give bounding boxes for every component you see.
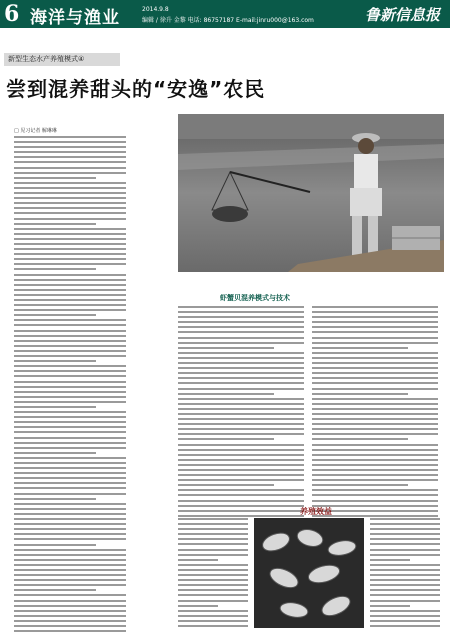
text-line [312, 433, 438, 435]
text-line [14, 151, 126, 153]
text-line [14, 223, 96, 225]
text-line [14, 177, 96, 179]
text-line [14, 528, 126, 530]
text-line [14, 335, 126, 337]
text-line [14, 212, 126, 214]
text-line [14, 513, 126, 515]
text-line [14, 345, 126, 347]
text-line [14, 365, 126, 367]
text-line [178, 372, 304, 374]
text-line [14, 584, 126, 586]
text-line [370, 564, 440, 566]
text-line [178, 362, 304, 364]
text-line [178, 528, 248, 530]
text-line [14, 625, 126, 627]
text-line [14, 431, 126, 433]
text-line [14, 549, 126, 551]
headline: 尝到混养甜头的“安逸”农民 [6, 77, 266, 101]
text-line [14, 309, 126, 311]
text-line [14, 508, 126, 510]
text-line [178, 357, 304, 359]
text-line [14, 391, 126, 393]
text-line [14, 167, 126, 169]
text-line [178, 479, 304, 481]
text-line [178, 569, 248, 571]
text-line [178, 321, 304, 323]
text-line [312, 388, 438, 390]
text-line [312, 393, 408, 395]
text-line [312, 454, 438, 456]
text-line [178, 449, 304, 451]
text-line [14, 452, 96, 454]
text-line [14, 381, 126, 383]
text-line [178, 610, 248, 612]
text-line [178, 413, 304, 415]
text-line [14, 487, 126, 489]
text-line [14, 294, 126, 296]
text-line [178, 347, 274, 349]
text-line [312, 398, 438, 400]
section-title: 海洋与渔业 [30, 8, 120, 28]
newspaper-logo: 鲁新信息报 [364, 6, 440, 24]
text-line [178, 316, 304, 318]
page-number: 6 [4, 1, 20, 27]
text-line [178, 510, 304, 512]
text-line [14, 605, 126, 607]
right-text-column [312, 306, 438, 520]
text-line [178, 505, 304, 507]
text-line [14, 202, 126, 204]
text-line [14, 350, 126, 352]
text-line [312, 357, 438, 359]
text-line [370, 615, 440, 617]
issue-date: 2014.9.8 [142, 6, 169, 13]
text-line [370, 574, 440, 576]
text-line [14, 472, 126, 474]
text-line [14, 411, 126, 413]
text-line [370, 600, 440, 602]
text-line [14, 559, 126, 561]
text-line [312, 459, 438, 461]
text-line [312, 331, 438, 333]
text-line [178, 474, 304, 476]
text-line [178, 605, 218, 607]
text-line [178, 352, 304, 354]
text-line [14, 620, 126, 622]
text-line [14, 355, 126, 357]
text-line [14, 442, 126, 444]
text-line [370, 533, 440, 535]
text-line [14, 263, 126, 265]
masthead [0, 0, 450, 28]
text-line [370, 549, 440, 551]
text-line [312, 367, 438, 369]
text-line [14, 406, 96, 408]
text-line [14, 615, 126, 617]
fisherman-photo [178, 114, 444, 272]
text-line [312, 337, 438, 339]
text-line [178, 523, 248, 525]
text-line [312, 372, 438, 374]
text-line [312, 382, 438, 384]
text-line [312, 449, 438, 451]
text-line [14, 324, 126, 326]
text-line [178, 459, 304, 461]
article-column-1 [14, 136, 126, 635]
text-line [178, 533, 248, 535]
text-line [14, 610, 126, 612]
text-line [178, 428, 304, 430]
text-line [14, 218, 126, 220]
text-line [312, 342, 438, 344]
text-line [14, 304, 126, 306]
text-line [178, 388, 304, 390]
text-line [178, 494, 304, 496]
article-column-2 [178, 518, 248, 630]
text-line [14, 253, 126, 255]
text-line [14, 238, 126, 240]
text-line [14, 156, 126, 158]
text-line [14, 136, 126, 138]
text-line [14, 340, 126, 342]
text-line [178, 594, 248, 596]
byline: □ 见习记者 解琳琳 [14, 128, 57, 134]
text-line [312, 474, 438, 476]
text-line [14, 457, 126, 459]
text-line [14, 569, 126, 571]
text-line [14, 630, 126, 632]
text-line [14, 600, 126, 602]
text-line [178, 469, 304, 471]
text-line [312, 494, 438, 496]
text-line [178, 600, 248, 602]
text-line [14, 182, 126, 184]
text-line [312, 306, 438, 308]
text-line [14, 192, 126, 194]
text-line [370, 579, 440, 581]
text-line [178, 433, 304, 435]
text-line [14, 299, 126, 301]
text-line [312, 489, 438, 491]
text-line [178, 589, 248, 591]
text-line [14, 416, 126, 418]
text-line [178, 311, 304, 313]
text-line [312, 444, 438, 446]
article-subheading: 虾蟹贝混养模式与技术 [220, 294, 290, 302]
text-line [178, 615, 248, 617]
text-line [178, 403, 304, 405]
text-line [14, 462, 126, 464]
text-line [312, 469, 438, 471]
text-line [178, 377, 304, 379]
text-line [14, 447, 126, 449]
text-line [14, 172, 126, 174]
text-line [178, 306, 304, 308]
text-line [370, 625, 440, 627]
text-line [178, 438, 274, 440]
text-line [312, 347, 408, 349]
text-line [178, 326, 304, 328]
section-caption: 养殖效益 [300, 507, 332, 516]
text-line [14, 146, 126, 148]
text-line [14, 467, 126, 469]
text-line [14, 477, 126, 479]
text-line [14, 554, 126, 556]
text-line [14, 523, 126, 525]
text-line [14, 564, 126, 566]
text-line [312, 413, 438, 415]
text-line [14, 386, 126, 388]
text-line [312, 316, 438, 318]
text-line [14, 284, 126, 286]
shellfish-photo [254, 518, 364, 628]
text-line [178, 454, 304, 456]
text-line [178, 337, 304, 339]
text-line [14, 533, 126, 535]
text-line [370, 605, 410, 607]
text-line [14, 248, 126, 250]
text-line [14, 330, 126, 332]
text-line [370, 538, 440, 540]
column-label: 新型生态水产养殖模式④ [4, 53, 120, 66]
text-line [370, 543, 440, 545]
text-line [178, 398, 304, 400]
efficiency-text [370, 518, 440, 630]
text-line [14, 233, 126, 235]
text-line [370, 610, 440, 612]
text-line [178, 559, 218, 561]
text-line [14, 279, 126, 281]
text-line [14, 493, 126, 495]
text-line [178, 464, 304, 466]
text-line [178, 489, 304, 491]
text-line [312, 362, 438, 364]
text-line [312, 311, 438, 313]
text-line [14, 258, 126, 260]
text-line [14, 437, 126, 439]
text-line [178, 620, 248, 622]
text-line [178, 367, 304, 369]
text-line [370, 569, 440, 571]
text-line [14, 289, 126, 291]
text-line [178, 393, 274, 395]
text-line [178, 574, 248, 576]
text-line [312, 321, 438, 323]
text-line [14, 426, 126, 428]
text-line [14, 482, 126, 484]
text-line [14, 243, 126, 245]
text-line [14, 228, 126, 230]
text-line [178, 549, 248, 551]
text-line [312, 438, 408, 440]
text-line [178, 625, 248, 627]
text-line [178, 515, 304, 517]
text-line [370, 620, 440, 622]
text-line [14, 396, 126, 398]
text-line [312, 464, 438, 466]
text-line [14, 141, 126, 143]
text-line [178, 518, 248, 520]
text-line [14, 319, 126, 321]
text-line [178, 554, 248, 556]
text-line [370, 559, 410, 561]
text-line [312, 479, 438, 481]
text-line [178, 331, 304, 333]
text-line [14, 268, 96, 270]
text-line [312, 428, 438, 430]
text-line [312, 352, 438, 354]
text-line [312, 377, 438, 379]
text-line [14, 375, 126, 377]
text-line [14, 314, 96, 316]
text-line [14, 498, 96, 500]
text-line [14, 538, 126, 540]
editor-line: 编辑 / 徐升 金黎 电话: 86757187 E-mail:jinru000@163.com [142, 17, 314, 24]
text-line [14, 579, 126, 581]
text-line [312, 408, 438, 410]
text-line [14, 594, 126, 596]
text-line [14, 518, 126, 520]
text-line [370, 518, 440, 520]
text-line [14, 360, 96, 362]
text-line [14, 161, 126, 163]
text-line [14, 574, 126, 576]
text-line [14, 187, 126, 189]
text-line [312, 484, 408, 486]
text-line [312, 500, 438, 502]
text-line [14, 589, 96, 591]
text-line [14, 207, 126, 209]
text-line [178, 342, 304, 344]
text-line [178, 584, 248, 586]
text-line [178, 500, 304, 502]
text-line [178, 543, 248, 545]
text-line [14, 544, 96, 546]
text-line [178, 564, 248, 566]
text-line [14, 370, 126, 372]
text-line [312, 423, 438, 425]
text-line [178, 382, 304, 384]
text-line [14, 274, 126, 276]
text-line [312, 326, 438, 328]
text-line [14, 503, 126, 505]
right-text-column [178, 306, 304, 520]
text-line [312, 403, 438, 405]
text-line [178, 408, 304, 410]
text-line [370, 584, 440, 586]
text-line [178, 444, 304, 446]
text-line [370, 528, 440, 530]
text-line [178, 579, 248, 581]
text-line [14, 197, 126, 199]
text-line [370, 594, 440, 596]
text-line [312, 418, 438, 420]
text-line [178, 484, 274, 486]
text-line [370, 589, 440, 591]
text-line [14, 401, 126, 403]
text-line [370, 523, 440, 525]
text-line [178, 418, 304, 420]
text-line [178, 538, 248, 540]
text-line [14, 421, 126, 423]
text-line [178, 423, 304, 425]
text-line [370, 554, 440, 556]
